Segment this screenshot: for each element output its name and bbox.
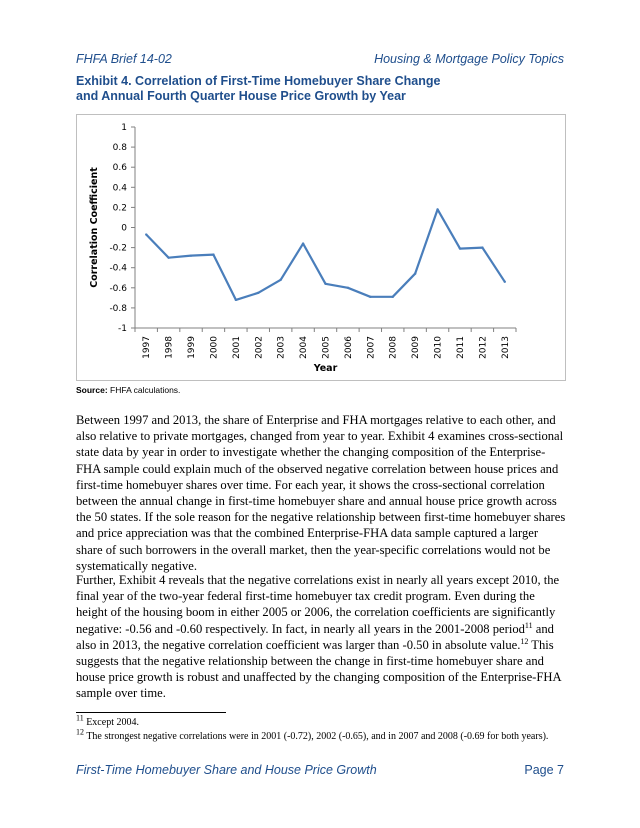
footnote-ref-12[interactable]: 12 — [520, 636, 529, 646]
data-point — [145, 233, 147, 235]
y-tick-label: 0 — [121, 223, 127, 234]
paragraph-2-text-c: This suggests that the negative relationship between the change in first-time homebuyer share and house price growth is robust and unaffected by the changing composition of the Enterprise-FHA sample over time. — [76, 637, 561, 701]
x-tick-label: 2013 — [500, 336, 511, 359]
footnote-11 — [76, 713, 566, 729]
y-tick-label: -0.8 — [109, 303, 127, 314]
y-tick-label: 0.4 — [112, 183, 127, 194]
data-point — [392, 296, 394, 298]
data-point — [481, 246, 483, 248]
x-tick-label: 2011 — [455, 336, 466, 359]
y-tick-label: -1 — [118, 324, 127, 334]
chart-frame — [76, 114, 566, 381]
footnote-12 — [76, 727, 566, 743]
x-tick-label: 2012 — [478, 336, 489, 359]
exhibit-title-line-1: Exhibit 4. Correlation of First-Time Homebuyer Share Change — [76, 74, 441, 88]
data-point — [504, 281, 506, 283]
y-tick-label: -0.4 — [109, 263, 127, 274]
y-tick-label: -0.6 — [109, 283, 127, 294]
footnote-ref-11[interactable]: 11 — [524, 620, 533, 630]
data-point — [167, 256, 169, 258]
y-tick-label: 1 — [121, 123, 127, 133]
data-point — [212, 253, 214, 255]
x-axis-title: Year — [313, 363, 338, 374]
data-point — [347, 287, 349, 289]
footnote-divider — [76, 712, 226, 713]
x-tick-label: 2010 — [433, 336, 444, 359]
x-tick-label: 2001 — [231, 336, 242, 359]
x-tick-label: 2009 — [411, 336, 422, 359]
running-header-right: Housing & Mortgage Policy Topics — [374, 52, 564, 66]
running-footer-left: First-Time Homebuyer Share and House Price Growth — [76, 763, 377, 777]
data-point — [279, 279, 281, 281]
data-point — [190, 254, 192, 256]
y-axis-title: Correlation Coefficient — [89, 167, 100, 288]
page-number: Page 7 — [524, 763, 564, 777]
paragraph-2-text-a: Further, Exhibit 4 reveals that the negative correlations exist in nearly all years except 2010, the final year of the two-year federal first-time homebuyer tax credit program. Even during the height of the housing boom in either 2005 or 2006, the correlation coefficients are significantly negative: -0.56 and -0.60 respectively. In fact, in nearly all years in the 2001-2008 period — [76, 573, 560, 636]
x-tick-label: 2003 — [276, 336, 287, 359]
y-tick-label: 0.8 — [112, 143, 127, 154]
x-tick-label: 2005 — [321, 336, 332, 359]
exhibit-title-line-2: and Annual Fourth Quarter House Price Growth by Year — [76, 89, 406, 103]
source-text: FHFA calculations. — [107, 385, 181, 395]
y-tick-label: 0.2 — [112, 203, 127, 214]
data-point — [235, 299, 237, 301]
data-point — [414, 273, 416, 275]
data-point — [302, 242, 304, 244]
x-tick-label: 1999 — [187, 336, 198, 359]
source-note — [76, 385, 180, 395]
body-paragraph-1: Between 1997 and 2013, the share of Enterprise and FHA mortgages relative to each other, and also relative to private mortgages, changed from year to year. Exhibit 4 examines cross-sectional state data by year in order to investigate whether the changing composition of the Enterprise-FHA sample could explain much of the observed negative correlation between house prices and first-time homebuyer shares over time. For each year, it shows the cross-sectional correlation between the annual change in first-time homebuyer share and annual house price growth across the 50 states. If the sole reason for the negative relationship between first-time homebuyer shares and price appreciation was that the combined Enterprise-FHA data sample captured a larger share of such borrowers in the overall market, then the year-specific correlations would not be systematically negative. — [76, 413, 566, 573]
x-tick-label: 2007 — [366, 336, 377, 359]
x-tick-label: 1998 — [164, 336, 175, 359]
series-line — [146, 209, 505, 300]
data-point — [369, 296, 371, 298]
y-tick-label: -0.2 — [109, 243, 127, 254]
data-point — [324, 283, 326, 285]
x-tick-label: 2008 — [388, 336, 399, 359]
data-point — [459, 247, 461, 249]
footnote-11-text: Except 2004. — [83, 717, 139, 728]
x-tick-label: 2004 — [299, 336, 310, 359]
source-label: Source: — [76, 385, 108, 395]
y-tick-label: 0.6 — [112, 163, 127, 174]
data-point — [436, 208, 438, 210]
correlation-line-chart — [77, 115, 565, 380]
paragraph-2-text-b: and also in 2013, the negative correlation coefficient was larger than -0.50 in absolute value. — [76, 621, 554, 652]
running-header-left: FHFA Brief 14-02 — [76, 52, 172, 66]
body-paragraph-2 — [76, 572, 566, 702]
data-point — [257, 292, 259, 294]
x-tick-label: 1997 — [142, 336, 153, 359]
footnote-12-text: The strongest negative correlations were in 2001 (-0.72), 2002 (-0.65), and in 2007 and 2008 (-0.69 for both years). — [84, 731, 549, 742]
x-tick-label: 2006 — [343, 336, 354, 359]
exhibit-title — [76, 74, 576, 104]
x-tick-label: 2002 — [254, 336, 265, 359]
footnote-12-number: 12 — [76, 727, 84, 737]
x-tick-label: 2000 — [209, 336, 220, 359]
footnote-11-number: 11 — [76, 713, 84, 723]
